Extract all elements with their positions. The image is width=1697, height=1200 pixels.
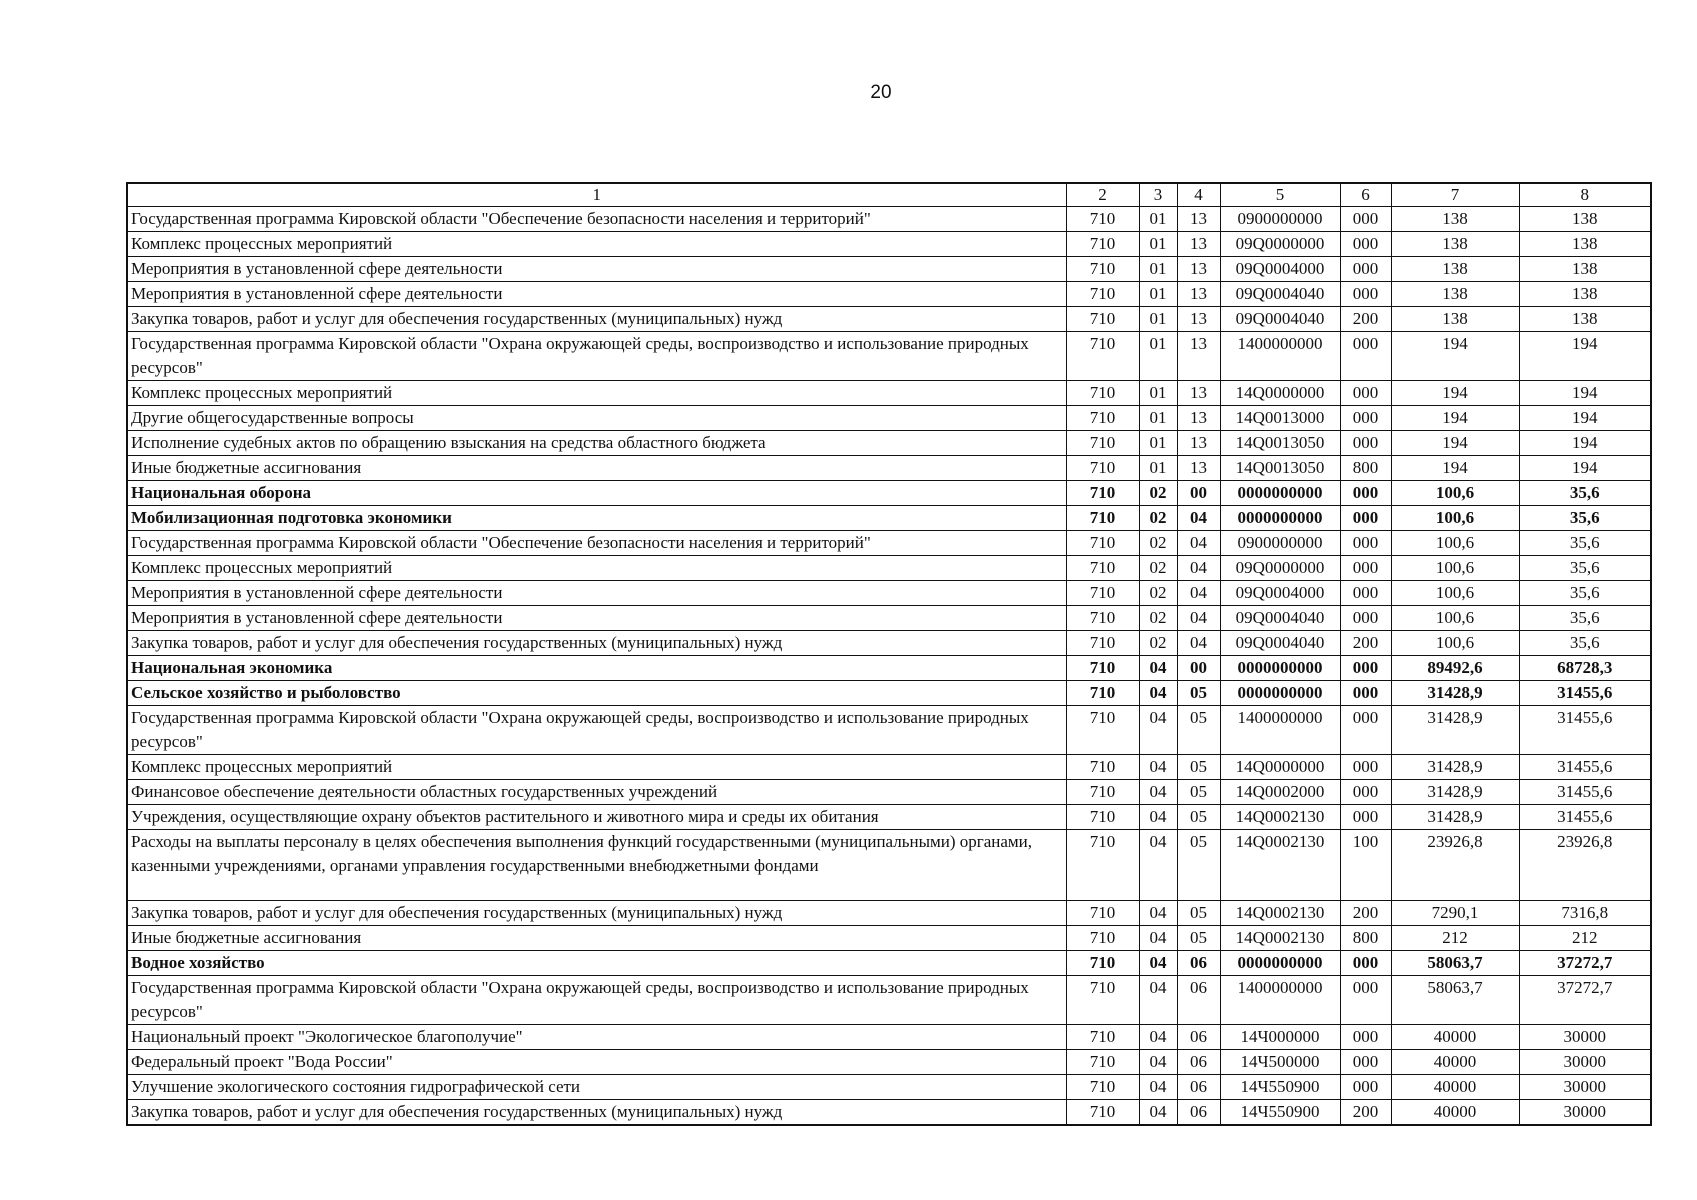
subsection-cell: 13 <box>1177 257 1220 282</box>
amount-year2-cell: 37272,7 <box>1519 976 1651 1025</box>
amount-year2-cell: 194 <box>1519 431 1651 456</box>
budget-code-cell: 710 <box>1066 456 1139 481</box>
expense-type-cell: 000 <box>1340 681 1391 706</box>
budget-code-cell: 710 <box>1066 681 1139 706</box>
table-row <box>127 656 1651 681</box>
table-row <box>127 481 1651 506</box>
target-article-cell: 14Q0000000 <box>1220 755 1340 780</box>
budget-code-cell: 710 <box>1066 556 1139 581</box>
amount-year1-cell: 138 <box>1391 232 1519 257</box>
row-name: Государственная программа Кировской области "Обеспечение безопасности населения и территорий" <box>127 531 1066 556</box>
amount-year2-cell: 35,6 <box>1519 481 1651 506</box>
amount-year2-cell: 30000 <box>1519 1050 1651 1075</box>
row-name: Сельское хозяйство и рыболовство <box>127 681 1066 706</box>
amount-year1-cell: 40000 <box>1391 1050 1519 1075</box>
section-cell: 04 <box>1139 830 1177 901</box>
budget-code-cell: 710 <box>1066 805 1139 830</box>
budget-code-cell: 710 <box>1066 257 1139 282</box>
section-cell: 04 <box>1139 976 1177 1025</box>
subsection-cell: 05 <box>1177 706 1220 755</box>
amount-year1-cell: 31428,9 <box>1391 755 1519 780</box>
amount-year1-cell: 58063,7 <box>1391 976 1519 1025</box>
subsection-cell: 13 <box>1177 431 1220 456</box>
subsection-cell: 13 <box>1177 307 1220 332</box>
subsection-cell: 04 <box>1177 506 1220 531</box>
budget-code-cell: 710 <box>1066 926 1139 951</box>
row-name: Национальная оборона <box>127 481 1066 506</box>
amount-year1-cell: 194 <box>1391 431 1519 456</box>
amount-year2-cell: 35,6 <box>1519 531 1651 556</box>
amount-year2-cell: 138 <box>1519 257 1651 282</box>
row-name: Исполнение судебных актов по обращению взыскания на средства областного бюджета <box>127 431 1066 456</box>
row-name: Государственная программа Кировской области "Охрана окружающей среды, воспроизводство и использование природных ресурсов" <box>127 332 1066 381</box>
expense-type-cell: 000 <box>1340 1050 1391 1075</box>
budget-code-cell: 710 <box>1066 332 1139 381</box>
expense-type-cell: 000 <box>1340 381 1391 406</box>
budget-code-cell: 710 <box>1066 406 1139 431</box>
amount-year1-cell: 31428,9 <box>1391 780 1519 805</box>
amount-year1-cell: 138 <box>1391 282 1519 307</box>
target-article-cell: 0000000000 <box>1220 481 1340 506</box>
row-name: Федеральный проект "Вода России" <box>127 1050 1066 1075</box>
amount-year2-cell: 31455,6 <box>1519 805 1651 830</box>
row-name: Закупка товаров, работ и услуг для обеспечения государственных (муниципальных) нужд <box>127 901 1066 926</box>
section-cell: 04 <box>1139 780 1177 805</box>
row-name: Водное хозяйство <box>127 951 1066 976</box>
expense-type-cell: 200 <box>1340 631 1391 656</box>
table-row <box>127 581 1651 606</box>
amount-year2-cell: 31455,6 <box>1519 780 1651 805</box>
amount-year1-cell: 31428,9 <box>1391 681 1519 706</box>
row-name: Комплекс процессных мероприятий <box>127 556 1066 581</box>
amount-year2-cell: 30000 <box>1519 1025 1651 1050</box>
amount-year2-cell: 138 <box>1519 282 1651 307</box>
section-cell: 01 <box>1139 381 1177 406</box>
amount-year2-cell: 194 <box>1519 381 1651 406</box>
amount-year2-cell: 194 <box>1519 456 1651 481</box>
table-row <box>127 431 1651 456</box>
target-article-cell: 0900000000 <box>1220 207 1340 232</box>
row-name: Закупка товаров, работ и услуг для обеспечения государственных (муниципальных) нужд <box>127 631 1066 656</box>
amount-year2-cell: 30000 <box>1519 1075 1651 1100</box>
amount-year1-cell: 89492,6 <box>1391 656 1519 681</box>
amount-year1-cell: 100,6 <box>1391 556 1519 581</box>
row-name: Другие общегосударственные вопросы <box>127 406 1066 431</box>
budget-code-cell: 710 <box>1066 481 1139 506</box>
section-cell: 01 <box>1139 257 1177 282</box>
target-article-cell: 09Q0004040 <box>1220 631 1340 656</box>
expense-type-cell: 000 <box>1340 282 1391 307</box>
expense-type-cell: 000 <box>1340 481 1391 506</box>
budget-code-cell: 710 <box>1066 706 1139 755</box>
amount-year1-cell: 23926,8 <box>1391 830 1519 901</box>
table-row <box>127 282 1651 307</box>
target-article-cell: 09Q0004000 <box>1220 257 1340 282</box>
expense-type-cell: 000 <box>1340 431 1391 456</box>
target-article-cell: 1400000000 <box>1220 976 1340 1025</box>
expense-type-cell: 000 <box>1340 257 1391 282</box>
subsection-cell: 04 <box>1177 606 1220 631</box>
table-row <box>127 706 1651 755</box>
column-header: 7 <box>1391 183 1519 207</box>
amount-year2-cell: 31455,6 <box>1519 755 1651 780</box>
budget-code-cell: 710 <box>1066 976 1139 1025</box>
subsection-cell: 06 <box>1177 976 1220 1025</box>
table-row <box>127 780 1651 805</box>
table-row <box>127 805 1651 830</box>
budget-code-cell: 710 <box>1066 1100 1139 1126</box>
section-cell: 02 <box>1139 506 1177 531</box>
table-row <box>127 381 1651 406</box>
budget-code-cell: 710 <box>1066 307 1139 332</box>
subsection-cell: 05 <box>1177 901 1220 926</box>
amount-year1-cell: 100,6 <box>1391 606 1519 631</box>
amount-year1-cell: 212 <box>1391 926 1519 951</box>
target-article-cell: 14Ч000000 <box>1220 1025 1340 1050</box>
section-cell: 01 <box>1139 332 1177 381</box>
row-name: Финансовое обеспечение деятельности областных государственных учреждений <box>127 780 1066 805</box>
target-article-cell: 14Q0013000 <box>1220 406 1340 431</box>
section-cell: 04 <box>1139 926 1177 951</box>
section-cell: 01 <box>1139 207 1177 232</box>
section-cell: 01 <box>1139 282 1177 307</box>
expense-type-cell: 200 <box>1340 307 1391 332</box>
expense-type-cell: 000 <box>1340 976 1391 1025</box>
amount-year2-cell: 7316,8 <box>1519 901 1651 926</box>
amount-year2-cell: 138 <box>1519 307 1651 332</box>
subsection-cell: 13 <box>1177 332 1220 381</box>
column-header: 8 <box>1519 183 1651 207</box>
expense-type-cell: 000 <box>1340 406 1391 431</box>
expense-type-cell: 000 <box>1340 232 1391 257</box>
amount-year1-cell: 138 <box>1391 257 1519 282</box>
table-row <box>127 506 1651 531</box>
amount-year2-cell: 138 <box>1519 207 1651 232</box>
subsection-cell: 13 <box>1177 456 1220 481</box>
row-name: Государственная программа Кировской области "Обеспечение безопасности населения и территорий" <box>127 207 1066 232</box>
budget-code-cell: 710 <box>1066 1050 1139 1075</box>
budget-table <box>126 182 1652 1126</box>
target-article-cell: 14Q0002130 <box>1220 901 1340 926</box>
table-row <box>127 681 1651 706</box>
expense-type-cell: 000 <box>1340 706 1391 755</box>
amount-year1-cell: 194 <box>1391 456 1519 481</box>
target-article-cell: 1400000000 <box>1220 706 1340 755</box>
amount-year2-cell: 30000 <box>1519 1100 1651 1126</box>
row-name: Иные бюджетные ассигнования <box>127 456 1066 481</box>
target-article-cell: 14Q0002130 <box>1220 830 1340 901</box>
expense-type-cell: 000 <box>1340 1025 1391 1050</box>
budget-code-cell: 710 <box>1066 581 1139 606</box>
row-name: Национальный проект "Экологическое благополучие" <box>127 1025 1066 1050</box>
row-name: Расходы на выплаты персоналу в целях обеспечения выполнения функций государственными (муниципальными) органами, казенными учреждениями, органами управления государственными внебюджетными фондами <box>127 830 1066 901</box>
expense-type-cell: 000 <box>1340 1075 1391 1100</box>
expense-type-cell: 000 <box>1340 207 1391 232</box>
section-cell: 01 <box>1139 232 1177 257</box>
subsection-cell: 13 <box>1177 406 1220 431</box>
amount-year1-cell: 100,6 <box>1391 506 1519 531</box>
amount-year1-cell: 100,6 <box>1391 481 1519 506</box>
subsection-cell: 06 <box>1177 951 1220 976</box>
budget-code-cell: 710 <box>1066 431 1139 456</box>
table-row <box>127 1050 1651 1075</box>
amount-year2-cell: 138 <box>1519 232 1651 257</box>
subsection-cell: 04 <box>1177 581 1220 606</box>
section-cell: 04 <box>1139 1025 1177 1050</box>
section-cell: 02 <box>1139 531 1177 556</box>
budget-code-cell: 710 <box>1066 282 1139 307</box>
section-cell: 02 <box>1139 481 1177 506</box>
table-row <box>127 232 1651 257</box>
amount-year1-cell: 194 <box>1391 381 1519 406</box>
amount-year1-cell: 40000 <box>1391 1025 1519 1050</box>
section-cell: 04 <box>1139 1075 1177 1100</box>
subsection-cell: 13 <box>1177 232 1220 257</box>
target-article-cell: 09Q0004000 <box>1220 581 1340 606</box>
subsection-cell: 04 <box>1177 556 1220 581</box>
budget-code-cell: 710 <box>1066 232 1139 257</box>
section-cell: 01 <box>1139 431 1177 456</box>
row-name: Мобилизационная подготовка экономики <box>127 506 1066 531</box>
section-cell: 02 <box>1139 556 1177 581</box>
subsection-cell: 05 <box>1177 805 1220 830</box>
expense-type-cell: 800 <box>1340 926 1391 951</box>
target-article-cell: 09Q0000000 <box>1220 232 1340 257</box>
target-article-cell: 14Q0000000 <box>1220 381 1340 406</box>
budget-code-cell: 710 <box>1066 631 1139 656</box>
table-row <box>127 951 1651 976</box>
row-name: Национальная экономика <box>127 656 1066 681</box>
target-article-cell: 0900000000 <box>1220 531 1340 556</box>
section-cell: 01 <box>1139 406 1177 431</box>
budget-code-cell: 710 <box>1066 506 1139 531</box>
row-name: Мероприятия в установленной сфере деятельности <box>127 257 1066 282</box>
section-cell: 04 <box>1139 656 1177 681</box>
amount-year1-cell: 40000 <box>1391 1100 1519 1126</box>
amount-year2-cell: 194 <box>1519 406 1651 431</box>
target-article-cell: 09Q0000000 <box>1220 556 1340 581</box>
table-row <box>127 556 1651 581</box>
subsection-cell: 00 <box>1177 481 1220 506</box>
row-name: Комплекс процессных мероприятий <box>127 755 1066 780</box>
amount-year1-cell: 138 <box>1391 307 1519 332</box>
table-header-row <box>127 183 1651 207</box>
table-row <box>127 976 1651 1025</box>
amount-year2-cell: 23926,8 <box>1519 830 1651 901</box>
subsection-cell: 05 <box>1177 780 1220 805</box>
row-name: Комплекс процессных мероприятий <box>127 381 1066 406</box>
amount-year2-cell: 31455,6 <box>1519 706 1651 755</box>
table-row <box>127 926 1651 951</box>
amount-year2-cell: 212 <box>1519 926 1651 951</box>
target-article-cell: 14Q0002130 <box>1220 805 1340 830</box>
target-article-cell: 14Ч500000 <box>1220 1050 1340 1075</box>
table-row <box>127 901 1651 926</box>
expense-type-cell: 000 <box>1340 606 1391 631</box>
target-article-cell: 14Ч550900 <box>1220 1100 1340 1126</box>
amount-year2-cell: 35,6 <box>1519 631 1651 656</box>
section-cell: 04 <box>1139 681 1177 706</box>
amount-year1-cell: 100,6 <box>1391 581 1519 606</box>
table-row <box>127 307 1651 332</box>
table-row <box>127 1075 1651 1100</box>
amount-year1-cell: 194 <box>1391 406 1519 431</box>
subsection-cell: 06 <box>1177 1075 1220 1100</box>
target-article-cell: 0000000000 <box>1220 506 1340 531</box>
section-cell: 01 <box>1139 307 1177 332</box>
target-article-cell: 0000000000 <box>1220 681 1340 706</box>
subsection-cell: 06 <box>1177 1100 1220 1126</box>
amount-year2-cell: 35,6 <box>1519 556 1651 581</box>
subsection-cell: 00 <box>1177 656 1220 681</box>
expense-type-cell: 200 <box>1340 901 1391 926</box>
subsection-cell: 04 <box>1177 531 1220 556</box>
section-cell: 02 <box>1139 606 1177 631</box>
amount-year2-cell: 37272,7 <box>1519 951 1651 976</box>
table-row <box>127 631 1651 656</box>
section-cell: 04 <box>1139 805 1177 830</box>
amount-year1-cell: 31428,9 <box>1391 706 1519 755</box>
row-name: Комплекс процессных мероприятий <box>127 232 1066 257</box>
amount-year2-cell: 68728,3 <box>1519 656 1651 681</box>
column-header: 6 <box>1340 183 1391 207</box>
amount-year2-cell: 35,6 <box>1519 581 1651 606</box>
subsection-cell: 05 <box>1177 681 1220 706</box>
section-cell: 02 <box>1139 581 1177 606</box>
target-article-cell: 0000000000 <box>1220 656 1340 681</box>
expense-type-cell: 200 <box>1340 1100 1391 1126</box>
target-article-cell: 14Q0013050 <box>1220 456 1340 481</box>
expense-type-cell: 000 <box>1340 332 1391 381</box>
target-article-cell: 14Q0002000 <box>1220 780 1340 805</box>
table-row <box>127 1100 1651 1126</box>
subsection-cell: 13 <box>1177 381 1220 406</box>
column-header: 2 <box>1066 183 1139 207</box>
budget-code-cell: 710 <box>1066 531 1139 556</box>
amount-year1-cell: 100,6 <box>1391 631 1519 656</box>
table-row <box>127 606 1651 631</box>
column-header: 4 <box>1177 183 1220 207</box>
expense-type-cell: 000 <box>1340 531 1391 556</box>
budget-code-cell: 710 <box>1066 381 1139 406</box>
table-row <box>127 207 1651 232</box>
row-name: Закупка товаров, работ и услуг для обеспечения государственных (муниципальных) нужд <box>127 1100 1066 1126</box>
table-row <box>127 830 1651 901</box>
section-cell: 04 <box>1139 901 1177 926</box>
subsection-cell: 05 <box>1177 830 1220 901</box>
amount-year1-cell: 40000 <box>1391 1075 1519 1100</box>
target-article-cell: 0000000000 <box>1220 951 1340 976</box>
budget-code-cell: 710 <box>1066 656 1139 681</box>
section-cell: 04 <box>1139 1100 1177 1126</box>
amount-year1-cell: 194 <box>1391 332 1519 381</box>
table-row <box>127 257 1651 282</box>
expense-type-cell: 100 <box>1340 830 1391 901</box>
subsection-cell: 04 <box>1177 631 1220 656</box>
target-article-cell: 1400000000 <box>1220 332 1340 381</box>
amount-year1-cell: 7290,1 <box>1391 901 1519 926</box>
subsection-cell: 13 <box>1177 207 1220 232</box>
amount-year1-cell: 31428,9 <box>1391 805 1519 830</box>
amount-year2-cell: 35,6 <box>1519 506 1651 531</box>
target-article-cell: 09Q0004040 <box>1220 606 1340 631</box>
table-row <box>127 456 1651 481</box>
table-row <box>127 406 1651 431</box>
row-name: Государственная программа Кировской области "Охрана окружающей среды, воспроизводство и использование природных ресурсов" <box>127 976 1066 1025</box>
budget-code-cell: 710 <box>1066 755 1139 780</box>
expense-type-cell: 000 <box>1340 951 1391 976</box>
row-name: Учреждения, осуществляющие охрану объектов растительного и животного мира и среды их обитания <box>127 805 1066 830</box>
expense-type-cell: 000 <box>1340 805 1391 830</box>
amount-year2-cell: 194 <box>1519 332 1651 381</box>
expense-type-cell: 000 <box>1340 656 1391 681</box>
column-header: 5 <box>1220 183 1340 207</box>
table-row <box>127 1025 1651 1050</box>
column-header: 1 <box>127 183 1066 207</box>
expense-type-cell: 000 <box>1340 506 1391 531</box>
target-article-cell: 09Q0004040 <box>1220 307 1340 332</box>
section-cell: 04 <box>1139 1050 1177 1075</box>
row-name: Мероприятия в установленной сфере деятельности <box>127 282 1066 307</box>
subsection-cell: 06 <box>1177 1050 1220 1075</box>
target-article-cell: 14Q0002130 <box>1220 926 1340 951</box>
budget-code-cell: 710 <box>1066 780 1139 805</box>
row-name: Улучшение экологического состояния гидрографической сети <box>127 1075 1066 1100</box>
section-cell: 04 <box>1139 755 1177 780</box>
target-article-cell: 14Q0013050 <box>1220 431 1340 456</box>
subsection-cell: 06 <box>1177 1025 1220 1050</box>
expense-type-cell: 800 <box>1340 456 1391 481</box>
subsection-cell: 05 <box>1177 926 1220 951</box>
budget-code-cell: 710 <box>1066 1075 1139 1100</box>
row-name: Мероприятия в установленной сфере деятельности <box>127 606 1066 631</box>
expense-type-cell: 000 <box>1340 780 1391 805</box>
section-cell: 02 <box>1139 631 1177 656</box>
table-row <box>127 755 1651 780</box>
expense-type-cell: 000 <box>1340 755 1391 780</box>
amount-year1-cell: 138 <box>1391 207 1519 232</box>
target-article-cell: 14Ч550900 <box>1220 1075 1340 1100</box>
subsection-cell: 13 <box>1177 282 1220 307</box>
target-article-cell: 09Q0004040 <box>1220 282 1340 307</box>
amount-year1-cell: 58063,7 <box>1391 951 1519 976</box>
page-number: 20 <box>870 82 892 103</box>
subsection-cell: 05 <box>1177 755 1220 780</box>
row-name: Закупка товаров, работ и услуг для обеспечения государственных (муниципальных) нужд <box>127 307 1066 332</box>
section-cell: 04 <box>1139 951 1177 976</box>
table-row <box>127 531 1651 556</box>
budget-code-cell: 710 <box>1066 606 1139 631</box>
budget-code-cell: 710 <box>1066 830 1139 901</box>
section-cell: 01 <box>1139 456 1177 481</box>
row-name: Государственная программа Кировской области "Охрана окружающей среды, воспроизводство и использование природных ресурсов" <box>127 706 1066 755</box>
budget-code-cell: 710 <box>1066 901 1139 926</box>
expense-type-cell: 000 <box>1340 581 1391 606</box>
row-name: Мероприятия в установленной сфере деятельности <box>127 581 1066 606</box>
row-name: Иные бюджетные ассигнования <box>127 926 1066 951</box>
budget-code-cell: 710 <box>1066 1025 1139 1050</box>
budget-code-cell: 710 <box>1066 951 1139 976</box>
budget-code-cell: 710 <box>1066 207 1139 232</box>
section-cell: 04 <box>1139 706 1177 755</box>
expense-type-cell: 000 <box>1340 556 1391 581</box>
column-header: 3 <box>1139 183 1177 207</box>
amount-year2-cell: 31455,6 <box>1519 681 1651 706</box>
amount-year1-cell: 100,6 <box>1391 531 1519 556</box>
table-row <box>127 332 1651 381</box>
amount-year2-cell: 35,6 <box>1519 606 1651 631</box>
